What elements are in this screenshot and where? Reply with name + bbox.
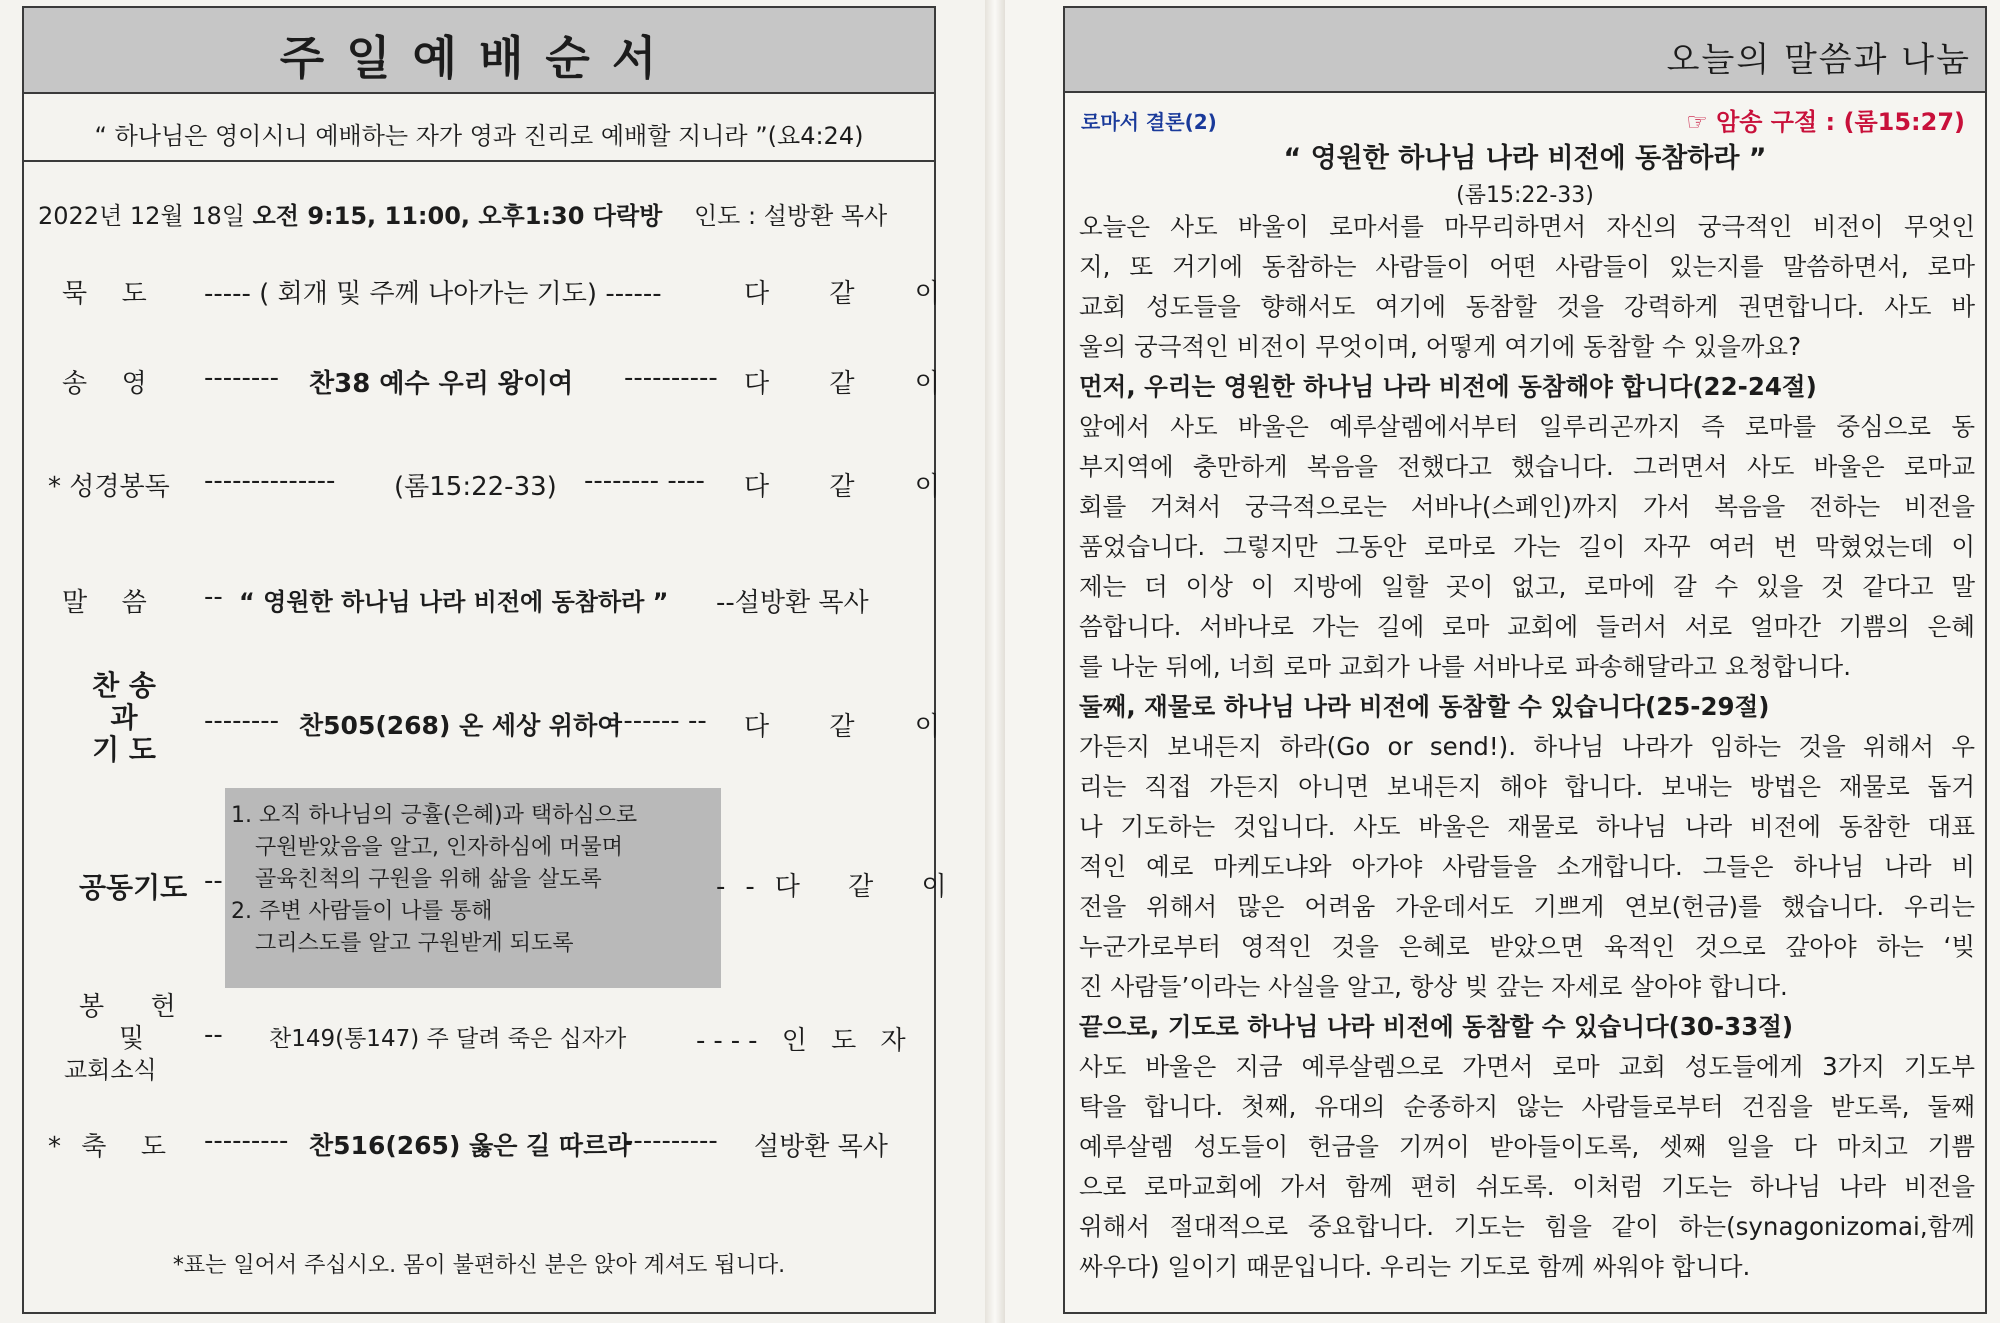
body-line: 가든지 보내든지 하라(Go or send!). 하나님 나라가 임하는 것을 위해서 우	[1079, 732, 1975, 761]
offering-leader: ---- 인 도 자	[696, 1026, 914, 1056]
body-line: 오늘은 사도 바울이 로마서를 마무리하면서 자신의 궁극적인 비전이 무엇인	[1079, 212, 1975, 241]
section-heading: 끝으로, 기도로 하나님 나라 비전에 동참할 수 있습니다(30-33절)	[1079, 1012, 1794, 1041]
sermon-title: “ 영원한 하나님 나라 비전에 동참하라 ”	[239, 588, 669, 616]
benediction-dash-2: ----------	[624, 1126, 718, 1156]
left-page	[0, 0, 985, 1323]
date-text: 2022년 12월 18일	[38, 202, 245, 230]
body-line: 진 사람들’이라는 사실을 알고, 항상 빚 갚는 자세로 살아야 합니다.	[1079, 972, 1788, 1001]
body-line: 예루살렘 성도들이 헌금을 기꺼이 받아들이도록, 셋째 일을 다 마치고 기쁨	[1079, 1132, 1975, 1161]
sermon-dash: --	[204, 582, 223, 612]
common-prayer-label: 공동기도	[79, 871, 188, 904]
benediction-pastor: 설방환 목사	[754, 1132, 888, 1162]
body-line: 으로 로마교회에 가서 함께 편히 쉬도록. 이처럼 기도는 하나님 나라 비전을	[1079, 1172, 1975, 1201]
songyeong-dash-2: ----------	[624, 363, 718, 393]
offering-label: 봉 헌	[79, 992, 186, 1022]
body-line: 지, 또 거기에 동참하는 사람들이 어떤 사람들이 있는지를 말씀하면서, 로마	[1079, 252, 1975, 281]
body-line: 울의 궁극적인 비전이 무엇이며, 어떻게 여기에 동참할 수 있을까요?	[1079, 332, 1802, 361]
body-line: 탁을 합니다. 첫째, 유대의 순종하지 않는 사람들로부터 건짐을 받도록, 둘째	[1079, 1092, 1975, 1121]
body-line: 품었습니다. 그렇지만 그동안 로마로 가는 길이 자꾸 여러 번 막혔었는데 이	[1079, 532, 1975, 561]
hymn-dash: --------	[204, 706, 280, 736]
hymn-title: 찬505(268) 온 세상 위하여	[299, 711, 622, 740]
sermon-label: 말 씀	[62, 588, 153, 618]
church-news-label: 교회소식	[64, 1056, 157, 1084]
section-heading: 먼저, 우리는 영원한 하나님 나라 비전에 동참해야 합니다(22-24절)	[1079, 372, 1817, 401]
worship-order-header	[24, 8, 934, 94]
body-line: 나 기도하는 것입니다. 사도 바울은 재물로 하나님 나라 비전에 동참한 대표	[1079, 812, 1975, 841]
body-line: 누군가로부터 영적인 것을 은혜로 받았으면 육적인 것으로 갚아야 하는 ‘빚	[1079, 932, 1975, 961]
body-line: 위해서 절대적으로 중요합니다. 기도는 힘을 같이 하는(synagonizomai,함께	[1079, 1212, 1975, 1241]
prayer-line: 1. 오직 하나님의 긍휼(은혜)과 택하심으로	[231, 803, 638, 828]
divider	[24, 160, 934, 162]
body-line: 사도 바울은 지금 예루살렘으로 가면서 로마 교회 성도들에게 3가지 기도부	[1079, 1052, 1975, 1081]
body-line: 회를 거쳐서 궁극적으로는 서바나(스페인)까지 가서 복음을 전하는 비전을	[1079, 492, 1975, 521]
body-line: 부지역에 충만하게 복음을 전했다고 했습니다. 그러면서 사도 바울은 로마교	[1079, 452, 1975, 481]
bible-reading-label: * 성경봉독	[48, 472, 170, 502]
prayer-line: 구원받았음을 알고, 인자하심에 머물며	[255, 835, 624, 860]
common-prayer-all: --다 같 이	[716, 872, 967, 902]
hymn-prayer-label: 찬 송 과 기 도	[92, 669, 156, 766]
worship-order-box	[22, 6, 967, 1314]
prayer-line: 그리스도를 알고 구원받게 되도록	[255, 931, 574, 956]
offering-dash: --	[204, 1020, 223, 1050]
sermon-title: “ 영원한 하나님 나라 비전에 동참하라 ”	[1283, 143, 1767, 174]
standing-note: *표는 일어서 주십시오. 몸이 불편하신 분은 앉아 계셔도 됩니다.	[172, 1253, 786, 1278]
worship-order-title: 주일예배순서	[279, 31, 679, 85]
sermon-header	[1065, 8, 1985, 93]
hymn-all: 다 같 이	[744, 712, 966, 742]
songyeong-dash: --------	[204, 363, 280, 393]
service-times: 오전 9:15, 11:00, 오후1:30 다락방	[252, 202, 663, 230]
sermon-preacher: --설방환 목사	[716, 588, 869, 618]
section-heading: 둘째, 재물로 하나님 나라 비전에 동참할 수 있습니다(25-29절)	[1079, 692, 1770, 721]
body-line: 적인 예로 마케도냐와 아가야 사람들을 소개합니다. 그들은 하나님 나라 비	[1079, 852, 1975, 881]
bible-all: 다 같 이	[744, 472, 966, 502]
body-line: 싸우다) 일이기 때문입니다. 우리는 기도로 함께 싸워야 합니다.	[1079, 1252, 1751, 1281]
body-line: 앞에서 사도 바울은 예루살렘에서부터 일루리곤까지 즉 로마를 중심으로 동	[1079, 412, 1975, 441]
hymn-dash-2: ------- --	[614, 706, 707, 736]
prayer-line: 골육친척의 구원을 위해 삶을 살도록	[255, 867, 602, 892]
body-line: 를 나눈 뒤에, 너희 로마 교회가 나를 서바나로 파송해달라고 요청합니다.	[1079, 652, 1852, 681]
benediction-hymn: 찬516(265) 옳은 길 따르라	[309, 1131, 632, 1160]
bible-dash: --------------	[204, 466, 336, 496]
page-gutter	[985, 0, 1005, 1323]
body-line: 전을 위해서 많은 어려움 가운데서도 기쁘게 연보(헌금)를 했습니다. 우리는	[1079, 892, 1975, 921]
mukdo-description: ----- ( 회개 및 주께 나아가는 기도) ------	[204, 279, 662, 309]
bible-dash-2: -------- ----	[584, 466, 705, 496]
prayer-line: 2. 주변 사람들이 나를 통해	[231, 899, 493, 924]
body-line: 리는 직접 가든지 아니면 보내든지 해야 합니다. 보내는 방법은 재물로 돕거	[1079, 772, 1975, 801]
service-leader: 인도 : 설방환 목사	[693, 202, 888, 230]
theme-verse: “ 하나님은 영이시니 예배하는 자가 영과 진리로 예배할 지니라 ”(요4:24)	[94, 122, 864, 150]
sermon-header-title: 오늘의 말씀과 나눔	[1666, 40, 1971, 80]
benediction-label: * 축 도	[48, 1132, 173, 1162]
memory-verse: ☞ 암송 구절 : (롬15:27)	[1686, 108, 1965, 136]
common-prayer-dash: --	[204, 866, 223, 896]
songyeong-label: 송 영	[62, 369, 153, 399]
benediction-dash: ---------	[204, 1126, 289, 1156]
songyeong-all: 다 같 이	[744, 369, 966, 399]
offering-hymn: 찬149(통147) 주 달려 죽은 십자가	[269, 1026, 627, 1052]
body-line: 제는 더 이상 이 지방에 일할 곳이 없고, 로마에 갈 수 있을 것 같다고 말	[1079, 572, 1975, 601]
service-date	[38, 196, 887, 231]
sermon-reference: (롬15:22-33)	[1456, 183, 1594, 208]
mukdo-label: 묵 도	[62, 279, 153, 309]
bible-reference: (롬15:22-33)	[394, 472, 557, 502]
offering-and: 및	[119, 1024, 145, 1054]
songyeong-hymn: 찬38 예수 우리 왕이여	[309, 369, 574, 399]
series-label: 로마서 결론(2)	[1081, 110, 1217, 134]
sermon-box	[1063, 6, 1987, 1314]
prayer-box	[225, 788, 721, 988]
body-line: 씀합니다. 서바나로 가는 길에 로마 교회에 들러서 서로 얼마간 기쁨의 은혜	[1079, 612, 1975, 641]
body-line: 교회 성도들을 향해서도 여기에 동참할 것을 강력하게 권면합니다. 사도 바	[1079, 292, 1975, 321]
mukdo-all: 다 같 이	[744, 279, 966, 309]
